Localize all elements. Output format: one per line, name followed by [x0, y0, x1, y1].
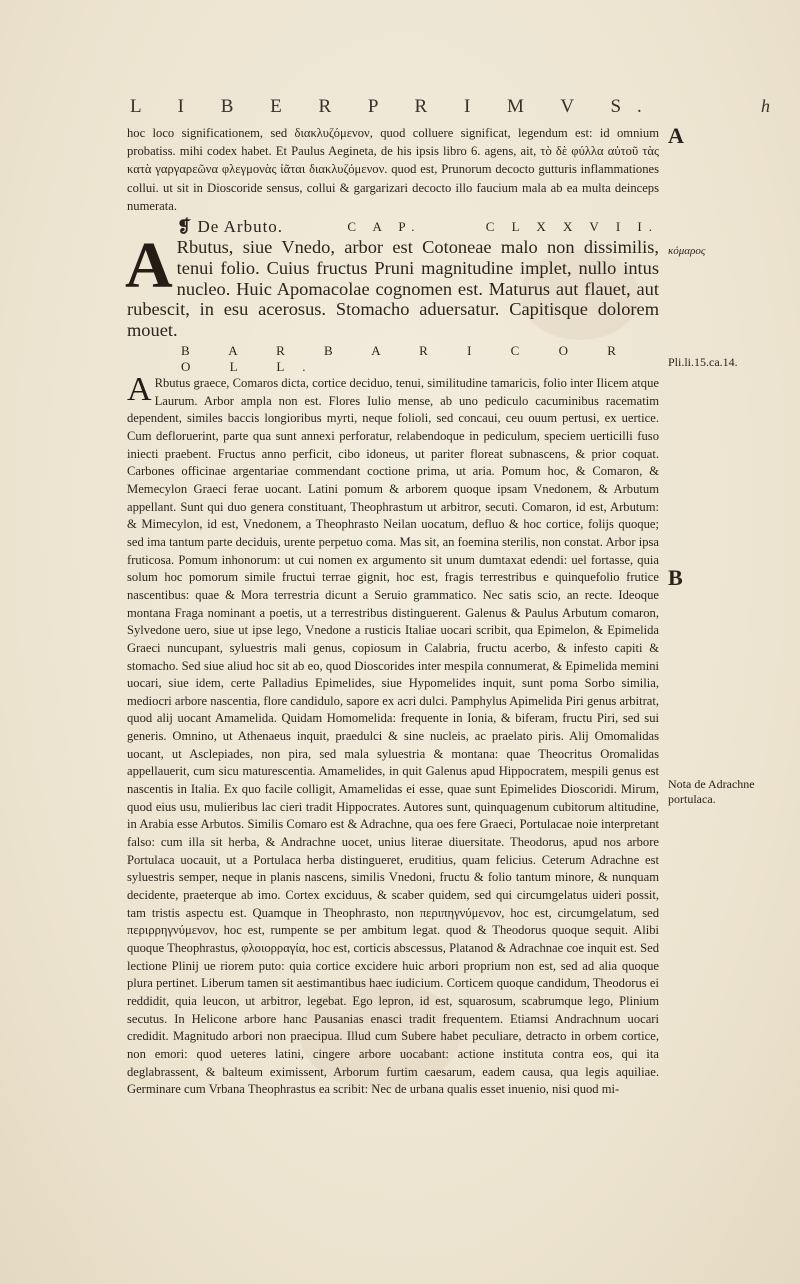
- drop-capital: A: [125, 229, 173, 303]
- main-text-block: [127, 124, 659, 1099]
- dioscorides-text: [125, 229, 659, 341]
- previous-chapter-ending: hoc loco significationem, sed διακλυζόμενον, quod colluere significat, legendum est: id omnium probatiss. mihi codex habet. Et Paulus Aegineta, de his ipsis libro 6. agens, ait, τὸ δὲ φύλλα αὐτοῦ τὰς κατὰ γαργαρεῶνα φλεγμονὰς ἰᾶται διακλυζόμενον. quod est, Prunorum decocto gutturis inflammationes collui. ut sit in Dioscoride sensus, collui & gargarizari decocto illo faucium mala ab ea multa deinceps numerata.: [127, 126, 659, 213]
- folio-mark: h: [761, 96, 770, 116]
- margin-note-adrachne: Nota de Adrachne portulaca.: [668, 777, 755, 806]
- chapter-label: C A P.: [347, 219, 422, 235]
- margin-pliny-reference: Pli.li.15.ca.14.: [668, 355, 738, 369]
- commentary-heading: B A R B A R I C O R O L L.: [181, 343, 634, 374]
- dioscorides-body: Rbutus, siue Vnedo, arbor est Cotoneae malo non dissimilis, tenui folio. Cuius fructus Pruni magnitudine implet, nullo intus nucleo. Huic Apomacolae cognomen est. Maturus aut flauet, aut rubescit, in esu acerosus. Stomacho aduersatur. Capitisque dolorem mouet.: [127, 237, 659, 341]
- commentary-drop-capital: A: [127, 371, 152, 408]
- pilcrow-mark: ❡: [177, 217, 193, 237]
- chapter-title: De Arbuto.: [197, 217, 284, 237]
- margin-greek-note: κόμαρος: [668, 245, 706, 257]
- margin-letter-a: A: [668, 123, 684, 148]
- chapter-number: C L X X V I I.: [485, 219, 659, 235]
- margin-letter-b: B: [668, 565, 683, 590]
- running-title: L I B E R P R I M V S.: [130, 96, 658, 117]
- commentary-text: [127, 371, 659, 1099]
- running-header: [130, 96, 770, 118]
- chapter-heading: [127, 217, 659, 237]
- commentary-body: Rbutus graece, Comaros dicta, cortice deciduo, tenui, similitudine tamaricis, folio inter Ilicem atque Laurum. Arbor ampla non est. Flores Iulio mense, ab uno pediculo cacuminibus racematim dependent, similes baccis longioribus myrti, neque folioli, sed concaui, ceu ouum pertusi, ex uertice. Cum defloruerint, parte qua sunt annexi perforatur, relabendoque in pediculum, speciem uerticilli fuso iniecti praebent. Fructus anno perficit, cibo idoneus, ut pariter floreat subnascens, & prior coquat. Carbones officinae argentariae commendant coctione prima, ut aria. Pomum hoc, & Comaron, & Memecylon Graeci ferae uocant. Latini pomum & arborem quoque ipsam Vnedonem, & Arbutum appellant. Sunt qui duo genera constituant, Theophrastum ut arbitror, secuti. Comaron, id est, Arbutum: & Mimecylon, id est, Vnedonem, a Theophrasto Neilan uocatum, defluo & hoc cortice, folijs quoque; sed ima tantum parte deciduis, urente perpetuo coma. Mas sit, an foemina sterilis, non constat. Arbor ipsa fruticosa. Pomum inhonorum: ut cui nomen ex argumento sit unum dumtaxat edendi: uel fortasse, quia solum hoc pomorum simile fructui terrae gignit, hoc est, fragis terrestribus e quinquefolio frutice nascentibus: quae & Mora terrestria dicunt a Seruio grammatico. Nec satis scio, an recte. Ideoque montana Fraga nominant a poetis, ut a terrestribus distinguerent. Galenus & Paulus Arbutum comaron, Sylvedone uero, siue ut ipse lego, Vnedone a rusticis Italiae uocari scribit, qua Epimelon, & Epimelida Graeci nuncupant, syluestris mali genus, copiosum in Calabria, fructu acerbo, & infesto capiti & stomacho. Sed siue aliud hoc sit ab eo, quod Dioscorides inter mespila connumerat, & Epimelida memini uocari, siue idem, certe Palladius Epimelides, siue Hypomelides inquit, sunt poma Sorbo similia, mediocri arbore nascentia, flore candidulo, sapore ex acri dulci. Pamphylus Apimelida Piri genus arbitrat, quod alij uocant Amamelida. Quidam Homomelida: frequente in Ionia, & biferam, fructu Piri, sed sui generis. Omnino, ut Athenaeus inquit, praedulci & sine nucleis, ac praelato piris. Alij Omomalidas uocant, ut Asclepiades, non pira, sed mala syluestria & montana: quae Theocritus Oromalidas appellauerit, cum sicu maturescentia. Amamelides, in quit Galenus apud Hippocratem, mespili genus est nascentis in Italia. Ex quo facile colligit, Amamelidas ei esse, quae sunt Epimelides Dioscoridi. Mirum, quod eius usu, mulieribus lac cieri tradit Hippocrates. Autores sunt, quinquagenum cubitorum altitudine, in Arabia esse Arbutos. Similis Comaro est & Adrachne, qua oes fere Graeci, Portulacae noie interpretant falso: cum illa sit herba, & Andrachne uocet, unius literae diuersitate. Theodorus, apud nos arbore Portulaca uocauit, ut a Portulaca herba distingueret, eruditius, quam felicius. Ceterum Adrachne est syluestris semper, neque in planis nascens, similis Vnedoni, fructu & folio tantum minore, & nunquam decidente, praeterque ab imo. Cortex exciduus, & scaber quidem, sed qui circumgelatus uideri possit, tam tristis aspectu est. Quamque in Theophrasto, non περιπηγνύμενον, hoc est, circumgelatum, sed περιρρηγνύμενον, hoc est, rumpente se per ambitum legat. quod & Theodorus quoque sequit. Alibi quoque Theophrastus, φλοιορραγία, hoc est, corticis abscessus, Platanod & Adrachnae coe inquit est. Sed lectione Plinij ue riorem puto: quia cortice excidere huic arbori proprium non est, sed ad alia quoque plura pertinet. Liberum tamen sit aestimantibus haec iudicium. Corticem quoque candidum, Theodorus ei reddidit, quia leucon, ut arbitror, legebat. Ego lepron, id est, squarosum, scabrumque lego, Plinium secutus. In Helicone arbore hanc Pausanias enasci tradit frequentem. Etiamsi Andrachnum uocari credidit. Magnitudo arbori non praecipua. Illud cum Subere habet peculiare, detracto in orbem cortice, non emori: quod ueteres latini, cingere arbore uocabant: actione instituta contra eos, qui ita deglabrassent, & balteum eximissent, Arborum furtim caesarum, eadem causa, qua legis aquiliae. Germinare cum Vrbana Theophrastus ea scribit: Nec de urbana qualis esset inuenio, nisi quod mi-: [127, 376, 659, 1097]
